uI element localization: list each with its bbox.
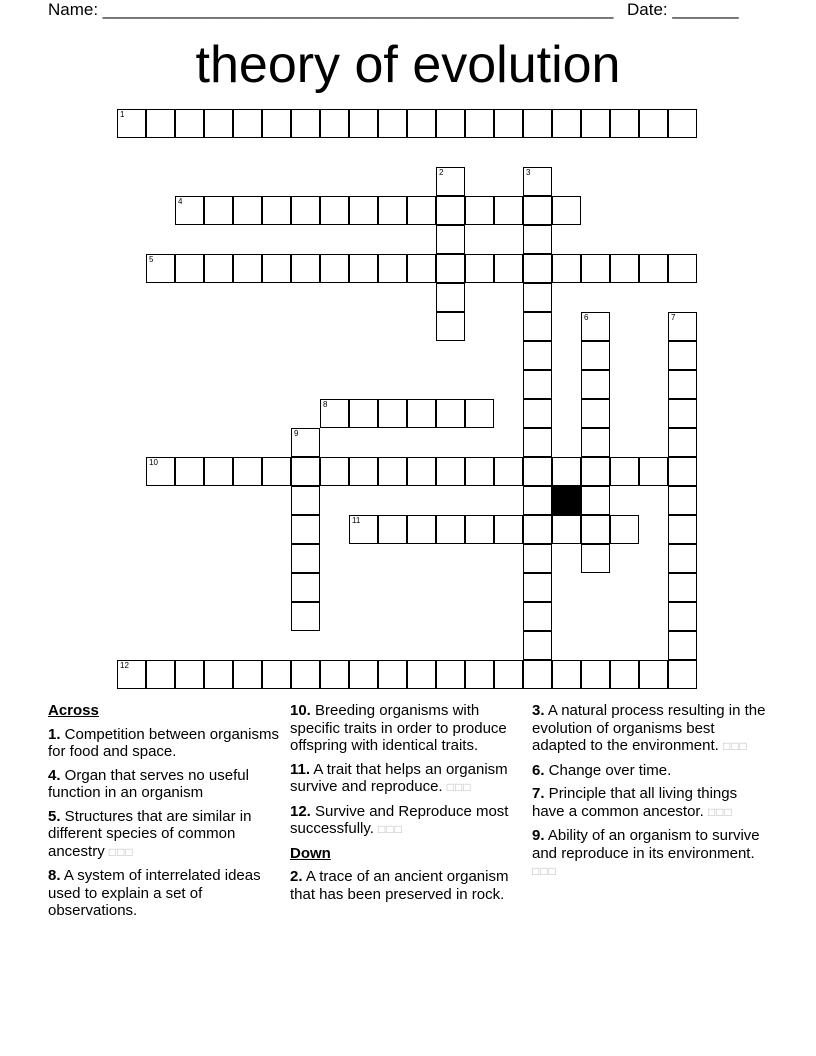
grid-cell[interactable] <box>668 312 697 341</box>
grid-cell[interactable] <box>436 457 465 486</box>
clue-number-label: 7 <box>671 313 676 322</box>
grid-cell[interactable] <box>378 457 407 486</box>
grid-cell[interactable] <box>320 660 349 689</box>
grid-cell[interactable] <box>349 254 378 283</box>
grid-cell[interactable] <box>610 457 639 486</box>
grid-cell[interactable] <box>668 109 697 138</box>
grid-cell[interactable] <box>639 109 668 138</box>
grid-cell[interactable] <box>523 457 552 486</box>
grid-cell[interactable] <box>349 457 378 486</box>
clue-text: Breeding organisms with specific traits in order to produce offspring with identical traits. <box>290 702 507 754</box>
grid-cell[interactable] <box>581 428 610 457</box>
grid-cell[interactable] <box>436 196 465 225</box>
grid-cell[interactable] <box>465 196 494 225</box>
grid-cell[interactable] <box>552 254 581 283</box>
grid-cell[interactable] <box>117 660 146 689</box>
clue-number: 12. <box>290 802 311 820</box>
grid-cell[interactable] <box>523 573 552 602</box>
grid-cell[interactable] <box>291 515 320 544</box>
grid-cell[interactable] <box>291 602 320 631</box>
grid-cell[interactable] <box>610 109 639 138</box>
grid-cell[interactable] <box>378 196 407 225</box>
grid-cell[interactable] <box>407 399 436 428</box>
grid-cell[interactable] <box>581 399 610 428</box>
grid-cell[interactable] <box>668 486 697 515</box>
placeholder-boxes-icon: □□□ <box>446 780 472 794</box>
grid-cell[interactable] <box>291 428 320 457</box>
grid-cell[interactable] <box>146 109 175 138</box>
clue-number: 1. <box>48 725 61 743</box>
grid-cell[interactable] <box>523 486 552 515</box>
down-clue-7 <box>532 785 768 821</box>
grid-cell[interactable] <box>378 399 407 428</box>
grid-cell[interactable] <box>175 660 204 689</box>
across-clue-12 <box>290 803 526 839</box>
grid-cell[interactable] <box>117 109 146 138</box>
grid-cell[interactable] <box>494 254 523 283</box>
clue-number-label: 8 <box>323 400 328 409</box>
grid-cell[interactable] <box>465 254 494 283</box>
grid-cell[interactable] <box>378 660 407 689</box>
grid-cell[interactable] <box>175 457 204 486</box>
clue-column-3 <box>532 702 768 887</box>
grid-cell[interactable] <box>668 399 697 428</box>
clue-text: Survive and Reproduce most successfully. <box>290 802 509 837</box>
grid-cell[interactable] <box>465 457 494 486</box>
clue-number-label: 11 <box>352 516 361 525</box>
grid-cell[interactable] <box>436 109 465 138</box>
grid-cell[interactable] <box>639 254 668 283</box>
grid-cell[interactable] <box>465 399 494 428</box>
across-clue-10 <box>290 702 526 755</box>
across-clue-8 <box>48 867 284 920</box>
grid-cell[interactable] <box>523 225 552 254</box>
clue-number-label: 1 <box>120 110 125 119</box>
clue-number-label: 9 <box>294 429 299 438</box>
grid-cell[interactable] <box>552 515 581 544</box>
down-clue-3 <box>532 702 768 756</box>
clue-number-label: 6 <box>584 313 589 322</box>
clue-text: A system of interrelated ideas used to explain a set of observations. <box>48 867 261 919</box>
down-clue-2 <box>290 868 526 903</box>
clue-text: Principle that all living things have a common ancestor. <box>532 785 738 820</box>
clue-column-1 <box>48 702 284 926</box>
placeholder-boxes-icon: □□□ <box>707 804 733 819</box>
grid-cell[interactable] <box>320 457 349 486</box>
grid-cell[interactable] <box>523 196 552 225</box>
grid-cell[interactable] <box>320 254 349 283</box>
grid-cell[interactable] <box>523 254 552 283</box>
clue-number: 10. <box>290 702 311 719</box>
grid-cell[interactable] <box>436 283 465 312</box>
grid-cell[interactable] <box>175 196 204 225</box>
grid-cell[interactable] <box>523 631 552 660</box>
grid-cell[interactable] <box>523 602 552 631</box>
clue-text: A trait that helps an organism survive and reproduce. <box>290 760 508 795</box>
clue-text: Change over time. <box>544 761 672 779</box>
grid-cell[interactable] <box>581 254 610 283</box>
grid-cell[interactable] <box>349 196 378 225</box>
grid-cell[interactable] <box>233 109 262 138</box>
grid-cell[interactable] <box>523 544 552 573</box>
across-clue-1 <box>48 726 284 761</box>
grid-cell[interactable] <box>523 341 552 370</box>
grid-cell[interactable] <box>523 167 552 196</box>
grid-cell[interactable] <box>262 196 291 225</box>
grid-cell[interactable] <box>436 399 465 428</box>
grid-cell[interactable] <box>291 457 320 486</box>
grid-cell[interactable] <box>204 457 233 486</box>
clue-number: 7. <box>532 785 545 802</box>
across-clue-4 <box>48 767 284 802</box>
clue-number: 6. <box>532 761 545 779</box>
clue-text: Structures that are similar in different species of common ancestry <box>48 807 252 860</box>
down-clue-9 <box>532 827 768 881</box>
grid-cell[interactable] <box>291 196 320 225</box>
grid-cell[interactable] <box>407 254 436 283</box>
grid-cell[interactable] <box>639 457 668 486</box>
grid-cell[interactable] <box>146 457 175 486</box>
grid-cell[interactable] <box>581 660 610 689</box>
grid-cell[interactable] <box>581 370 610 399</box>
grid-cell[interactable] <box>291 486 320 515</box>
grid-cell[interactable] <box>233 457 262 486</box>
grid-cell[interactable] <box>523 109 552 138</box>
grid-cell[interactable] <box>668 602 697 631</box>
clue-number: 11. <box>290 760 311 778</box>
grid-cell[interactable] <box>436 167 465 196</box>
grid-cell[interactable] <box>407 515 436 544</box>
grid-cell[interactable] <box>262 660 291 689</box>
clue-text: Ability of an organism to survive and reproduce in its environment. <box>532 827 760 862</box>
grid-cell[interactable] <box>610 515 639 544</box>
grid-cell[interactable] <box>291 254 320 283</box>
grid-cell[interactable] <box>349 515 378 544</box>
grid-cell[interactable] <box>465 109 494 138</box>
placeholder-boxes-icon: □□□ <box>378 822 403 836</box>
grid-cell[interactable] <box>378 254 407 283</box>
clue-text: Organ that serves no useful function in an organism <box>48 766 249 801</box>
grid-cell[interactable] <box>494 660 523 689</box>
blocked-cell <box>552 486 581 515</box>
grid-cell[interactable] <box>639 660 668 689</box>
grid-cell[interactable] <box>523 399 552 428</box>
clue-number: 8. <box>48 867 61 884</box>
clue-number: 4. <box>48 766 61 784</box>
clue-number: 2. <box>290 868 303 885</box>
grid-cell[interactable] <box>581 312 610 341</box>
grid-cell[interactable] <box>668 573 697 602</box>
grid-cell[interactable] <box>407 196 436 225</box>
grid-cell[interactable] <box>262 109 291 138</box>
grid-cell[interactable] <box>407 109 436 138</box>
across-clue-5 <box>48 808 284 862</box>
clue-number: 9. <box>532 827 545 844</box>
grid-cell[interactable] <box>668 428 697 457</box>
grid-cell[interactable] <box>349 660 378 689</box>
grid-cell[interactable] <box>204 254 233 283</box>
grid-cell[interactable] <box>523 312 552 341</box>
grid-cell[interactable] <box>465 515 494 544</box>
grid-cell[interactable] <box>320 196 349 225</box>
clue-number: 3. <box>532 702 545 719</box>
grid-cell[interactable] <box>668 254 697 283</box>
grid-cell[interactable] <box>523 370 552 399</box>
grid-cell[interactable] <box>175 254 204 283</box>
grid-cell[interactable] <box>233 254 262 283</box>
clue-number-label: 5 <box>149 255 154 264</box>
grid-cell[interactable] <box>494 109 523 138</box>
grid-cell[interactable] <box>581 486 610 515</box>
grid-cell[interactable] <box>581 109 610 138</box>
grid-cell[interactable] <box>523 515 552 544</box>
page-title: theory of evolution <box>195 36 621 94</box>
grid-cell[interactable] <box>291 573 320 602</box>
grid-cell[interactable] <box>581 341 610 370</box>
grid-cell[interactable] <box>291 660 320 689</box>
clue-number-label: 12 <box>120 661 129 670</box>
grid-cell[interactable] <box>668 631 697 660</box>
grid-cell[interactable] <box>436 254 465 283</box>
grid-cell[interactable] <box>581 544 610 573</box>
grid-cell[interactable] <box>668 457 697 486</box>
grid-cell[interactable] <box>552 457 581 486</box>
grid-cell[interactable] <box>436 515 465 544</box>
clue-number-label: 4 <box>178 197 183 206</box>
across-clue-11 <box>290 761 526 797</box>
clue-text: A trace of an ancient organism that has been preserved in rock. <box>290 868 509 903</box>
grid-cell[interactable] <box>610 254 639 283</box>
grid-cell[interactable] <box>552 660 581 689</box>
grid-cell[interactable] <box>523 428 552 457</box>
grid-cell[interactable] <box>523 660 552 689</box>
grid-cell[interactable] <box>523 283 552 312</box>
grid-cell[interactable] <box>494 515 523 544</box>
grid-cell[interactable] <box>668 515 697 544</box>
grid-cell[interactable] <box>552 196 581 225</box>
grid-cell[interactable] <box>436 660 465 689</box>
grid-cell[interactable] <box>320 399 349 428</box>
grid-cell[interactable] <box>581 457 610 486</box>
grid-cell[interactable] <box>465 660 494 689</box>
grid-cell[interactable] <box>204 660 233 689</box>
grid-cell[interactable] <box>204 109 233 138</box>
grid-cell[interactable] <box>291 544 320 573</box>
grid-cell[interactable] <box>668 544 697 573</box>
clue-text: A natural process resulting in the evolution of organisms best adapted to the environment. <box>532 702 766 754</box>
grid-cell[interactable] <box>407 457 436 486</box>
grid-cell[interactable] <box>378 515 407 544</box>
grid-cell[interactable] <box>146 254 175 283</box>
grid-cell[interactable] <box>610 660 639 689</box>
clue-number-label: 3 <box>526 168 531 177</box>
placeholder-boxes-icon: □□□ <box>532 864 557 878</box>
grid-cell[interactable] <box>668 370 697 399</box>
grid-cell[interactable] <box>320 109 349 138</box>
down-clue-6 <box>532 762 768 780</box>
placeholder-boxes-icon: □□□ <box>722 739 748 753</box>
grid-cell[interactable] <box>262 254 291 283</box>
grid-cell[interactable] <box>291 109 320 138</box>
date-field[interactable]: Date: _______ <box>627 0 739 19</box>
clue-column-2 <box>290 702 526 909</box>
grid-cell[interactable] <box>175 109 204 138</box>
grid-cell[interactable] <box>494 457 523 486</box>
grid-cell[interactable] <box>581 515 610 544</box>
clue-number: 5. <box>48 807 61 825</box>
placeholder-boxes-icon: □□□ <box>108 844 134 859</box>
grid-cell[interactable] <box>349 399 378 428</box>
grid-cell[interactable] <box>436 312 465 341</box>
clue-text: Competition between organisms for food and space. <box>48 725 279 760</box>
grid-cell[interactable] <box>436 225 465 254</box>
grid-cell[interactable] <box>407 660 436 689</box>
clue-number-label: 10 <box>149 458 158 467</box>
grid-cell[interactable] <box>262 457 291 486</box>
grid-cell[interactable] <box>146 660 175 689</box>
across-heading: Across <box>48 702 99 719</box>
grid-cell[interactable] <box>204 196 233 225</box>
grid-cell[interactable] <box>233 660 262 689</box>
grid-cell[interactable] <box>378 109 407 138</box>
grid-cell[interactable] <box>668 660 697 689</box>
name-field[interactable]: Name: ______________________________________________________ <box>48 0 614 19</box>
grid-cell[interactable] <box>552 109 581 138</box>
grid-cell[interactable] <box>349 109 378 138</box>
grid-cell[interactable] <box>668 341 697 370</box>
down-heading: Down <box>290 844 331 862</box>
clue-number-label: 2 <box>439 168 444 177</box>
grid-cell[interactable] <box>494 196 523 225</box>
grid-cell[interactable] <box>233 196 262 225</box>
